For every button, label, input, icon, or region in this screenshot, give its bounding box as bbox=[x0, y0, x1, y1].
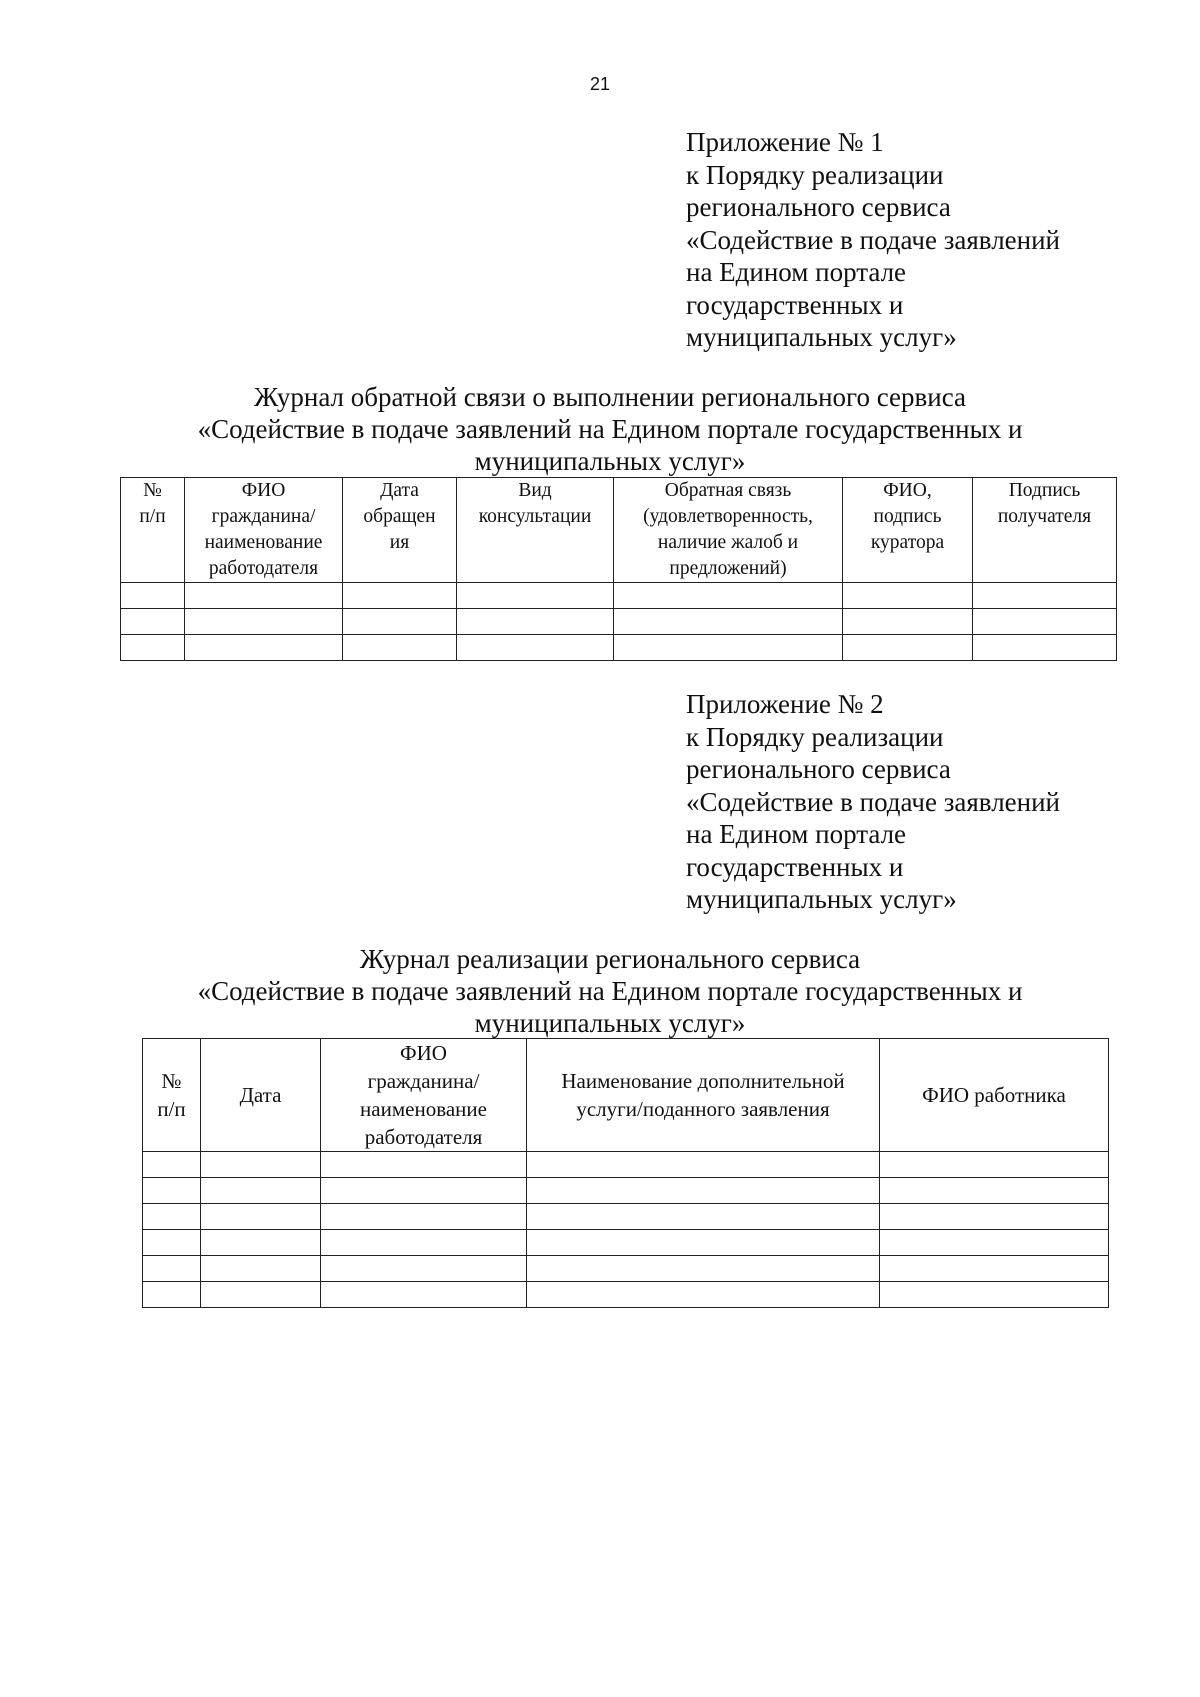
column-header-line: ФИО, bbox=[883, 480, 932, 501]
table-cell bbox=[614, 609, 843, 635]
table-cell bbox=[614, 635, 843, 661]
table-cell bbox=[321, 1282, 527, 1308]
column-header-line: Дата bbox=[380, 480, 419, 501]
column-header-line: Дата bbox=[239, 1083, 282, 1107]
table-cell bbox=[321, 1178, 527, 1204]
column-header bbox=[880, 1039, 1109, 1152]
table-cell bbox=[143, 1204, 201, 1230]
table-row bbox=[143, 1282, 1109, 1308]
appendix-1-line: к Порядку реализации bbox=[686, 159, 944, 190]
table-cell bbox=[201, 1152, 321, 1178]
table-cell bbox=[880, 1178, 1109, 1204]
column-header-line: Обратная связь bbox=[664, 480, 792, 501]
column-header-line: работодателя bbox=[208, 558, 319, 579]
appendix-2-line: регионального сервиса bbox=[686, 754, 951, 784]
column-header-line: ФИО работника bbox=[922, 1083, 1066, 1107]
column-header-line: гражданина/ bbox=[367, 1069, 480, 1093]
column-header-line: наименование bbox=[360, 1097, 487, 1121]
table-cell bbox=[201, 1282, 321, 1308]
table-cell bbox=[185, 583, 343, 609]
appendix-1-line: Приложение № 1 bbox=[686, 127, 884, 157]
table-cell bbox=[201, 1204, 321, 1230]
column-header-line: наличие жалоб и bbox=[657, 532, 799, 553]
appendix-1-line: муниципальных услуг» bbox=[686, 322, 957, 352]
column-header-line: предложений) bbox=[669, 558, 787, 579]
table-header-row bbox=[121, 478, 1117, 583]
column-header-line: ФИО bbox=[400, 1041, 447, 1065]
table-cell bbox=[880, 1256, 1109, 1282]
column-header bbox=[527, 1039, 880, 1152]
column-header bbox=[321, 1039, 527, 1152]
table-cell bbox=[321, 1256, 527, 1282]
column-header-line: Вид bbox=[518, 480, 552, 501]
column-header bbox=[185, 478, 343, 583]
table-cell bbox=[457, 583, 614, 609]
appendix-2-line: к Порядку реализации bbox=[686, 721, 944, 752]
table-cell bbox=[201, 1178, 321, 1204]
column-header bbox=[973, 478, 1117, 583]
table-cell bbox=[527, 1204, 880, 1230]
table-cell bbox=[843, 609, 973, 635]
table-cell bbox=[614, 583, 843, 609]
table-cell bbox=[121, 609, 185, 635]
table-cell bbox=[143, 1256, 201, 1282]
appendix-2-line: муниципальных услуг» bbox=[686, 884, 957, 914]
column-header bbox=[121, 478, 185, 583]
table-cell bbox=[973, 609, 1117, 635]
table-cell bbox=[527, 1152, 880, 1178]
column-header-line: п/п bbox=[157, 1097, 186, 1121]
journal-1-title bbox=[110, 381, 1110, 477]
table-row bbox=[143, 1230, 1109, 1256]
appendix-2-line: государственных и bbox=[686, 851, 904, 882]
appendix-1-header bbox=[686, 126, 1166, 354]
table-cell bbox=[973, 583, 1117, 609]
column-header bbox=[614, 478, 843, 583]
column-header-line: ФИО bbox=[241, 480, 286, 501]
table-cell bbox=[880, 1152, 1109, 1178]
table-cell bbox=[880, 1204, 1109, 1230]
table-cell bbox=[121, 583, 185, 609]
table-cell bbox=[843, 635, 973, 661]
table-cell bbox=[201, 1230, 321, 1256]
column-header-line: куратора bbox=[870, 532, 945, 553]
journal-2-title bbox=[110, 943, 1110, 1039]
column-header-line: (удовлетворенность, bbox=[643, 506, 813, 527]
appendix-2-header bbox=[686, 688, 1166, 916]
feedback-journal-table bbox=[120, 477, 1117, 661]
appendix-1-line: регионального сервиса bbox=[686, 192, 951, 222]
table-cell bbox=[185, 609, 343, 635]
table-cell bbox=[527, 1256, 880, 1282]
table-row bbox=[143, 1178, 1109, 1204]
journal-1-title-line: муниципальных услуг» bbox=[474, 446, 746, 476]
table-cell bbox=[185, 635, 343, 661]
table-row bbox=[143, 1256, 1109, 1282]
table-cell bbox=[121, 635, 185, 661]
table-cell bbox=[973, 635, 1117, 661]
column-header-line: № bbox=[161, 1069, 182, 1093]
table-cell bbox=[201, 1256, 321, 1282]
table-cell bbox=[527, 1282, 880, 1308]
table-header-row bbox=[143, 1039, 1109, 1152]
table-cell bbox=[457, 609, 614, 635]
table-cell bbox=[321, 1230, 527, 1256]
column-header-line: услуги/поданного заявления bbox=[576, 1097, 830, 1121]
table-row bbox=[121, 583, 1117, 609]
table-cell bbox=[143, 1152, 201, 1178]
table-cell bbox=[843, 583, 973, 609]
column-header-line: работодателя bbox=[364, 1125, 483, 1149]
column-header-line: консультации bbox=[478, 506, 592, 527]
implementation-journal-table bbox=[142, 1038, 1109, 1308]
page-number: 21 bbox=[589, 74, 611, 94]
appendix-2-line: Приложение № 2 bbox=[686, 689, 884, 719]
column-header-line: подпись bbox=[873, 506, 942, 527]
journal-2-title-line: муниципальных услуг» bbox=[474, 1008, 746, 1038]
journal-2-title-line: «Содействие в подаче заявлений на Едином портале государственных и bbox=[197, 976, 1023, 1006]
column-header-line: наименование bbox=[204, 532, 323, 553]
appendix-1-line: государственных и bbox=[686, 289, 904, 320]
table-cell bbox=[880, 1230, 1109, 1256]
table-cell bbox=[343, 635, 457, 661]
column-header-line: Подпись bbox=[1008, 480, 1081, 501]
table-row bbox=[143, 1152, 1109, 1178]
appendix-2-line: «Содействие в подаче заявлений bbox=[686, 786, 1061, 817]
table-cell bbox=[143, 1178, 201, 1204]
appendix-1-line: на Едином портале bbox=[686, 257, 907, 287]
journal-2-title-line: Журнал реализации регионального сервиса bbox=[359, 944, 861, 974]
table-cell bbox=[321, 1204, 527, 1230]
table-cell bbox=[143, 1230, 201, 1256]
column-header bbox=[343, 478, 457, 583]
table-cell bbox=[343, 609, 457, 635]
column-header-line: ия bbox=[389, 532, 410, 553]
column-header-line: п/п bbox=[139, 506, 166, 527]
table-cell bbox=[457, 635, 614, 661]
journal-1-title-line: «Содействие в подаче заявлений на Едином портале государственных и bbox=[197, 414, 1023, 444]
column-header bbox=[457, 478, 614, 583]
table-row bbox=[143, 1204, 1109, 1230]
journal-1-title-line: Журнал обратной связи о выполнении регионального сервиса bbox=[254, 382, 966, 412]
column-header-line: гражданина/ bbox=[211, 506, 316, 527]
column-header bbox=[143, 1039, 201, 1152]
table-cell bbox=[321, 1152, 527, 1178]
column-header-line: № bbox=[143, 480, 162, 501]
table-row bbox=[121, 635, 1117, 661]
column-header-line: Наименование дополнительной bbox=[561, 1069, 845, 1093]
table-cell bbox=[343, 583, 457, 609]
table-cell bbox=[880, 1282, 1109, 1308]
appendix-2-line: на Едином портале bbox=[686, 819, 907, 849]
table-cell bbox=[143, 1282, 201, 1308]
column-header bbox=[843, 478, 973, 583]
appendix-1-line: «Содействие в подаче заявлений bbox=[686, 224, 1061, 255]
table-row bbox=[121, 609, 1117, 635]
table-cell bbox=[527, 1230, 880, 1256]
column-header bbox=[201, 1039, 321, 1152]
table-cell bbox=[527, 1178, 880, 1204]
column-header-line: получателя bbox=[997, 506, 1092, 527]
column-header-line: обращен bbox=[363, 506, 436, 527]
